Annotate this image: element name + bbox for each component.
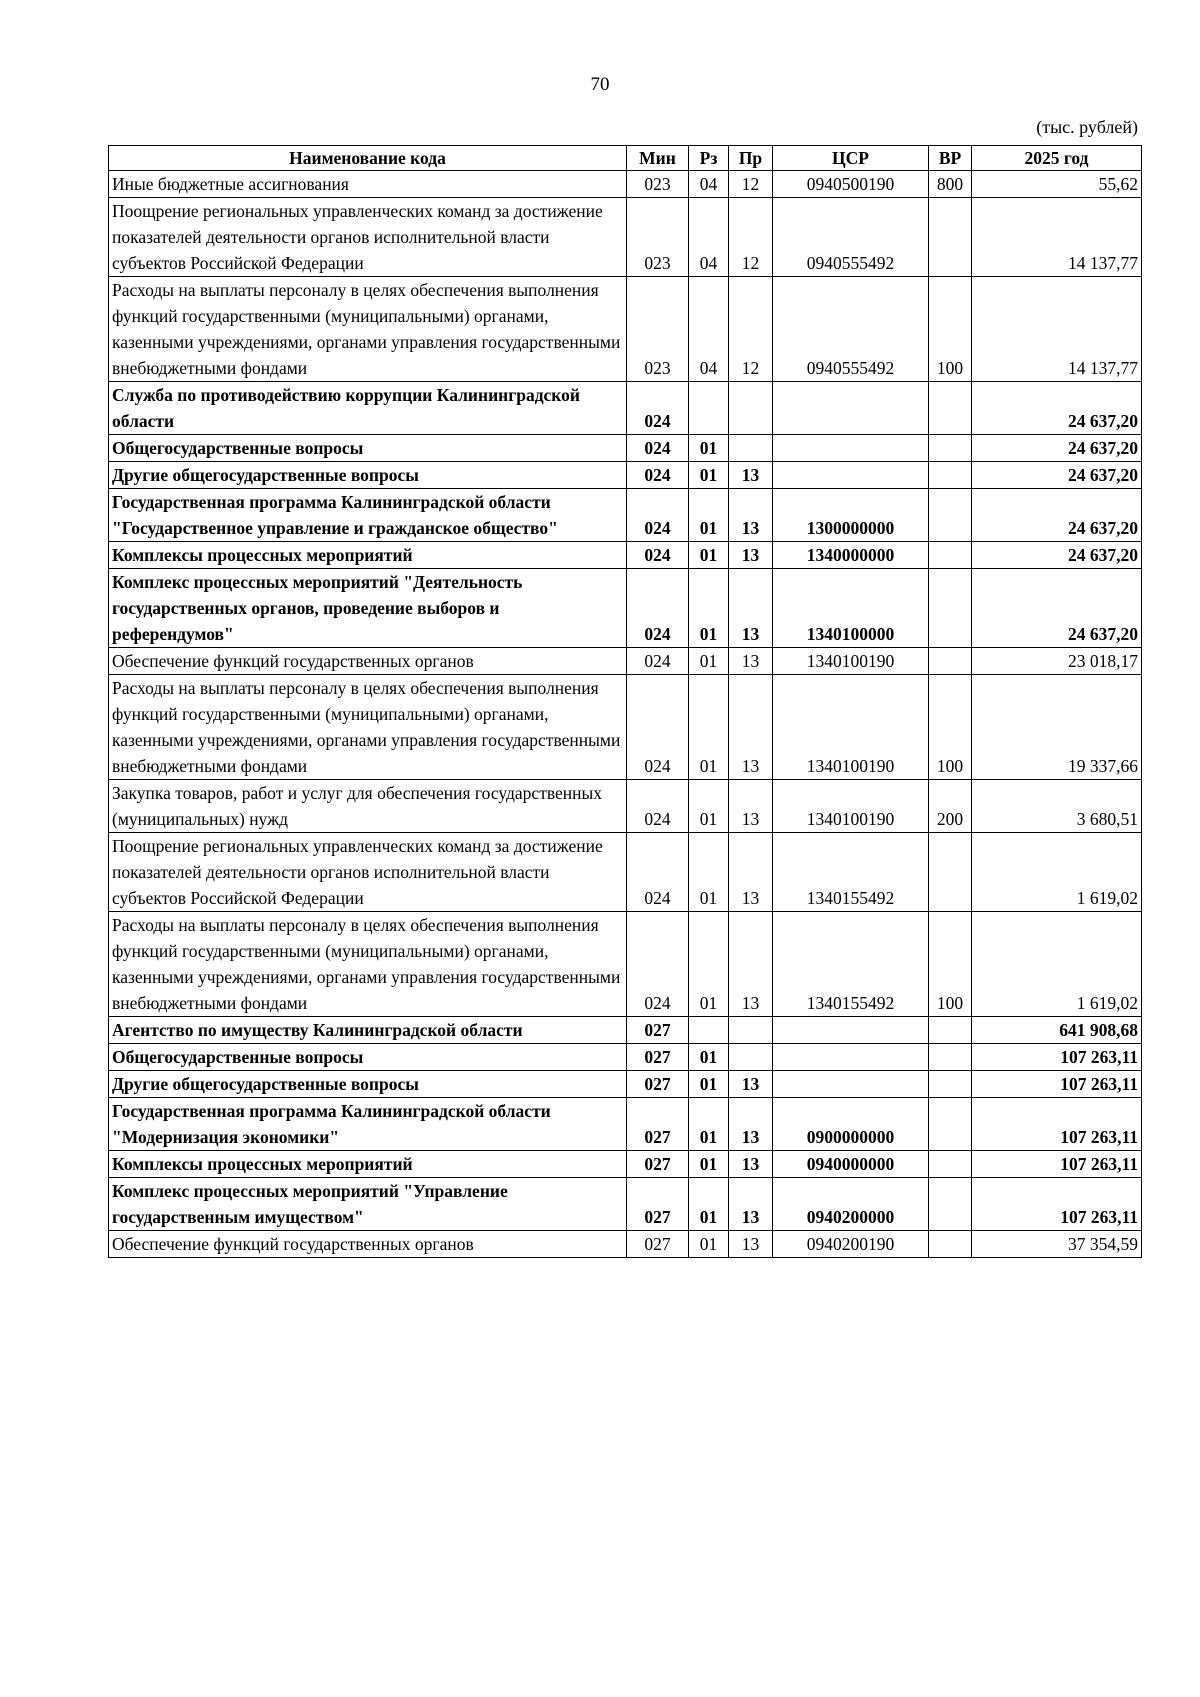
cell-name: Общегосударственные вопросы [109,435,627,462]
cell-csr: 0940555492 [773,198,929,277]
cell-sum: 641 908,68 [972,1017,1142,1044]
cell-rz: 01 [689,1231,729,1258]
header-rz: Рз [689,146,729,171]
cell-vr: 100 [929,675,972,780]
cell-sum: 14 137,77 [972,277,1142,382]
cell-name: Поощрение региональных управленческих команд за достижение показателей деятельности органов исполнительной власти субъектов Российской Федерации [109,833,627,912]
cell-csr [773,1071,929,1098]
cell-name: Обеспечение функций государственных органов [109,648,627,675]
header-sum: 2025 год [972,146,1142,171]
cell-csr: 1340100190 [773,780,929,833]
table-row [109,1017,1142,1044]
cell-name: Обеспечение функций государственных органов [109,1231,627,1258]
cell-min: 027 [627,1044,689,1071]
cell-csr: 1300000000 [773,489,929,542]
cell-sum: 24 637,20 [972,542,1142,569]
cell-vr [929,1071,972,1098]
cell-sum: 107 263,11 [972,1071,1142,1098]
table-row [109,435,1142,462]
cell-pr: 12 [729,198,773,277]
cell-pr: 13 [729,489,773,542]
cell-csr: 1340155492 [773,912,929,1017]
cell-rz: 01 [689,1151,729,1178]
cell-vr [929,542,972,569]
cell-sum: 107 263,11 [972,1151,1142,1178]
cell-vr [929,382,972,435]
cell-vr [929,198,972,277]
cell-csr [773,435,929,462]
cell-pr: 13 [729,912,773,1017]
cell-csr: 1340000000 [773,542,929,569]
cell-vr [929,1231,972,1258]
cell-sum: 14 137,77 [972,198,1142,277]
cell-pr [729,382,773,435]
cell-name: Агентство по имуществу Калининградской области [109,1017,627,1044]
cell-rz: 01 [689,435,729,462]
cell-sum: 24 637,20 [972,435,1142,462]
cell-csr [773,382,929,435]
cell-pr: 13 [729,462,773,489]
cell-name: Государственная программа Калининградской области "Государственное управление и гражданское общество" [109,489,627,542]
cell-rz: 01 [689,569,729,648]
header-min: Мин [627,146,689,171]
cell-pr: 13 [729,569,773,648]
table-row [109,382,1142,435]
cell-vr [929,489,972,542]
cell-rz: 04 [689,277,729,382]
table-row [109,912,1142,1017]
table-row [109,1231,1142,1258]
cell-pr: 12 [729,277,773,382]
cell-min: 024 [627,489,689,542]
table-row [109,675,1142,780]
table-row [109,1098,1142,1151]
cell-name: Комплекс процессных мероприятий "Управление государственным имуществом" [109,1178,627,1231]
cell-pr [729,1017,773,1044]
table-row [109,489,1142,542]
cell-min: 024 [627,912,689,1017]
cell-csr: 0940200190 [773,1231,929,1258]
cell-rz: 01 [689,1071,729,1098]
cell-min: 027 [627,1017,689,1044]
cell-min: 023 [627,198,689,277]
cell-name: Поощрение региональных управленческих команд за достижение показателей деятельности органов исполнительной власти субъектов Российской Федерации [109,198,627,277]
table-row [109,833,1142,912]
table-header-row [109,146,1142,171]
cell-csr: 0940555492 [773,277,929,382]
cell-name: Расходы на выплаты персоналу в целях обеспечения выполнения функций государственными (муниципальными) органами, казенными учреждениями, органами управления государственными внебюджетными фондами [109,277,627,382]
cell-vr: 100 [929,277,972,382]
cell-sum: 37 354,59 [972,1231,1142,1258]
cell-min: 027 [627,1151,689,1178]
cell-sum: 24 637,20 [972,462,1142,489]
cell-vr: 800 [929,171,972,198]
cell-rz: 04 [689,171,729,198]
cell-csr: 0940500190 [773,171,929,198]
header-pr: Пр [729,146,773,171]
cell-name: Комплекс процессных мероприятий "Деятельность государственных органов, проведение выборов и референдумов" [109,569,627,648]
cell-vr: 100 [929,912,972,1017]
cell-vr [929,462,972,489]
table-row [109,780,1142,833]
cell-min: 027 [627,1071,689,1098]
cell-vr [929,833,972,912]
cell-rz: 01 [689,1044,729,1071]
header-name: Наименование кода [109,146,627,171]
cell-vr [929,1178,972,1231]
table-row [109,648,1142,675]
cell-pr: 13 [729,780,773,833]
cell-min: 027 [627,1231,689,1258]
budget-table [108,145,1142,1258]
units-label: (тыс. рублей) [1036,117,1138,137]
cell-rz: 01 [689,780,729,833]
cell-min: 027 [627,1098,689,1151]
cell-rz: 01 [689,833,729,912]
table-row [109,1151,1142,1178]
cell-name: Закупка товаров, работ и услуг для обеспечения государственных (муниципальных) нужд [109,780,627,833]
cell-min: 027 [627,1178,689,1231]
cell-sum: 1 619,02 [972,912,1142,1017]
cell-pr [729,1044,773,1071]
cell-csr [773,462,929,489]
header-vr: ВР [929,146,972,171]
cell-name: Комплексы процессных мероприятий [109,542,627,569]
cell-min: 023 [627,277,689,382]
table-body [109,171,1142,1258]
cell-min: 024 [627,648,689,675]
cell-sum: 23 018,17 [972,648,1142,675]
cell-pr: 13 [729,542,773,569]
cell-sum: 24 637,20 [972,569,1142,648]
cell-sum: 107 263,11 [972,1098,1142,1151]
cell-name: Общегосударственные вопросы [109,1044,627,1071]
table-row [109,542,1142,569]
cell-csr: 1340100190 [773,648,929,675]
cell-min: 023 [627,171,689,198]
cell-name: Другие общегосударственные вопросы [109,462,627,489]
table-row [109,171,1142,198]
cell-name: Иные бюджетные ассигнования [109,171,627,198]
cell-min: 024 [627,382,689,435]
cell-sum: 24 637,20 [972,489,1142,542]
cell-rz: 01 [689,1178,729,1231]
cell-min: 024 [627,435,689,462]
cell-pr: 13 [729,1098,773,1151]
cell-sum: 24 637,20 [972,382,1142,435]
cell-rz: 01 [689,912,729,1017]
cell-name: Комплексы процессных мероприятий [109,1151,627,1178]
cell-vr [929,1151,972,1178]
cell-name: Расходы на выплаты персоналу в целях обеспечения выполнения функций государственными (муниципальными) органами, казенными учреждениями, органами управления государственными внебюджетными фондами [109,675,627,780]
cell-rz: 01 [689,542,729,569]
cell-csr: 0940200000 [773,1178,929,1231]
cell-sum: 19 337,66 [972,675,1142,780]
cell-rz: 01 [689,675,729,780]
cell-csr: 0940000000 [773,1151,929,1178]
cell-csr: 1340155492 [773,833,929,912]
table-row [109,198,1142,277]
cell-vr [929,1098,972,1151]
cell-vr [929,569,972,648]
cell-vr: 200 [929,780,972,833]
cell-csr [773,1017,929,1044]
cell-min: 024 [627,780,689,833]
cell-sum: 107 263,11 [972,1044,1142,1071]
cell-csr [773,1044,929,1071]
cell-rz: 01 [689,1098,729,1151]
table-row [109,1178,1142,1231]
cell-csr: 1340100000 [773,569,929,648]
cell-min: 024 [627,569,689,648]
cell-vr [929,648,972,675]
cell-min: 024 [627,833,689,912]
cell-rz: 04 [689,198,729,277]
cell-min: 024 [627,675,689,780]
cell-pr: 13 [729,1151,773,1178]
table-row [109,462,1142,489]
cell-name: Расходы на выплаты персоналу в целях обеспечения выполнения функций государственными (муниципальными) органами, казенными учреждениями, органами управления государственными внебюджетными фондами [109,912,627,1017]
cell-name: Другие общегосударственные вопросы [109,1071,627,1098]
cell-pr: 13 [729,833,773,912]
cell-sum: 3 680,51 [972,780,1142,833]
table-row [109,569,1142,648]
cell-sum: 55,62 [972,171,1142,198]
cell-vr [929,1017,972,1044]
cell-pr: 13 [729,675,773,780]
cell-name: Служба по противодействию коррупции Калининградской области [109,382,627,435]
cell-pr: 12 [729,171,773,198]
table-row [109,277,1142,382]
cell-sum: 107 263,11 [972,1178,1142,1231]
cell-pr: 13 [729,1071,773,1098]
cell-pr: 13 [729,1231,773,1258]
cell-csr: 1340100190 [773,675,929,780]
cell-vr [929,435,972,462]
table-row [109,1071,1142,1098]
cell-rz [689,1017,729,1044]
cell-sum: 1 619,02 [972,833,1142,912]
cell-csr: 0900000000 [773,1098,929,1151]
cell-vr [929,1044,972,1071]
header-csr: ЦСР [773,146,929,171]
cell-rz [689,382,729,435]
cell-rz: 01 [689,462,729,489]
cell-min: 024 [627,462,689,489]
cell-pr [729,435,773,462]
cell-rz: 01 [689,489,729,542]
cell-rz: 01 [689,648,729,675]
cell-name: Государственная программа Калининградской области "Модернизация экономики" [109,1098,627,1151]
page-number: 70 [590,74,610,95]
cell-pr: 13 [729,1178,773,1231]
table-row [109,1044,1142,1071]
cell-pr: 13 [729,648,773,675]
cell-min: 024 [627,542,689,569]
